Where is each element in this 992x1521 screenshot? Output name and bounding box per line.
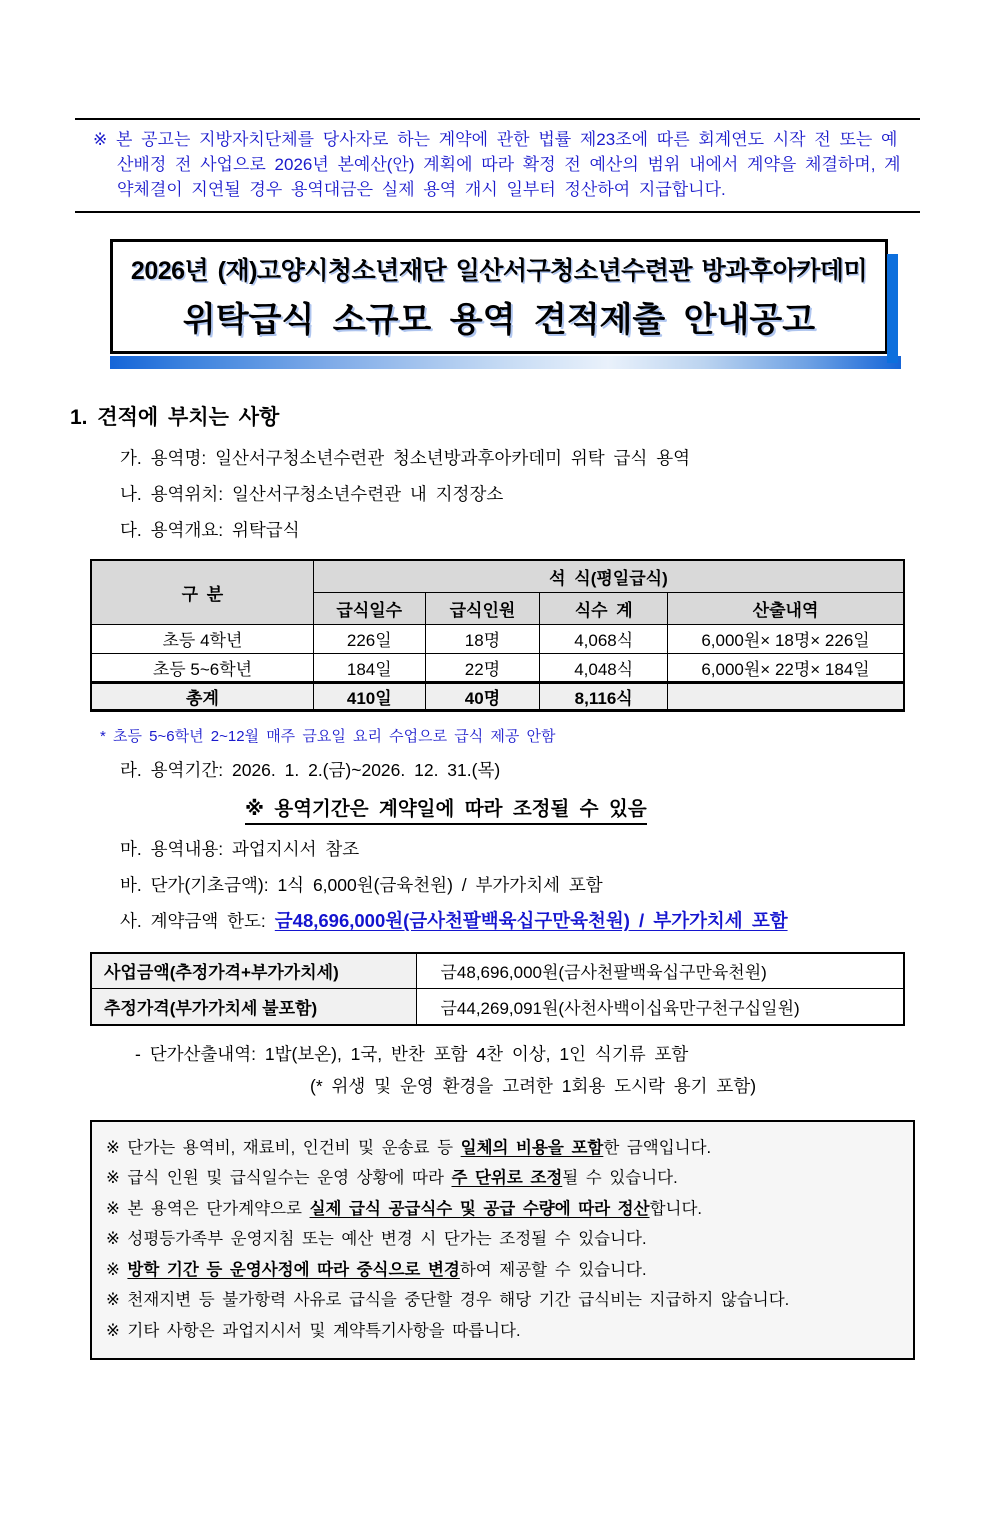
title-box: [110, 239, 888, 354]
note-line: [106, 1163, 899, 1194]
item-contract-limit: [120, 909, 992, 933]
note-text: ※ 천재지변 등 불가항력 사유로 급식을 중단할 경우 해당 기간 급식비는 지급하지 않습니다.: [106, 1291, 790, 1309]
cell-calc: 6,000원× 22명× 184일: [668, 653, 904, 682]
note-line: [106, 1133, 899, 1164]
top-notice-box: [75, 118, 920, 213]
note-line: [106, 1224, 899, 1255]
title-gradient-bar: [110, 356, 901, 369]
unit-price-detail-line2: (* 위생 및 운영 환경을 고려한 1회용 도시락 용기 포함): [310, 1075, 757, 1096]
header-calculation: 산출내역: [668, 592, 904, 624]
title-drop-shadow: [887, 254, 898, 363]
item-service-name: 가. 용역명: 일산서구청소년수련관 청소년방과후아카데미 위탁 급식 용역: [120, 448, 691, 468]
item-service-content: 마. 용역내용: 과업지시서 참조: [120, 838, 360, 859]
document-title-line1: 2026년 (재)고양시청소년재단 일산서구청소년수련관 방과후아카데미: [130, 257, 868, 285]
title-box-wrap: [110, 239, 888, 369]
note-emphasis: 방학 기간 등 운영사정에 따라 중식으로 변경: [127, 1260, 460, 1279]
header-dinner: 석 식(평일급식): [313, 560, 904, 592]
cell-meals: 4,048식: [540, 653, 668, 682]
top-notice-text: ※ 본 공고는 지방자치단체를 당사자로 하는 계약에 관한 법률 제23조에 따른 회계연도 시작 전 또는 예산배정 전 사업으로 2026년 본예산(안) 계획에 따라 확정 전 예산의 범위 내에서 계약을 체결하며, 계약체결이 지연될 경우 용역대금은 실제 용역 개시 일부터 정산하여 지급합니다.: [93, 130, 901, 199]
cell-total-calc: [668, 682, 904, 710]
item-service-period: 라. 용역기간: 2026. 1. 2.(금)~2026. 12. 31.(목): [120, 759, 501, 780]
cell-group: 초등 5~6학년: [91, 653, 313, 682]
table-row: [91, 653, 904, 682]
cell-days: 226일: [313, 624, 425, 653]
cell-people: 18명: [425, 624, 540, 653]
amount-row: [91, 953, 904, 989]
section-heading: 1. 견적에 부치는 사항: [70, 406, 280, 429]
amount-label: 사업금액(추정가격+부가가치세): [91, 953, 416, 989]
note-text: ※ 성평등가족부 운영지침 또는 예산 변경 시 단가는 조정될 수 있습니다.: [106, 1230, 647, 1248]
period-adjust-note-wrap: [245, 793, 992, 825]
bottom-notes-box: [90, 1120, 915, 1361]
note-line: [106, 1316, 899, 1347]
cell-total-meals: 8,116식: [540, 682, 668, 710]
note-emphasis: 실제 급식 공급식수 및 공급 수량에 따라 정산: [309, 1199, 650, 1218]
amount-table: [90, 952, 905, 1026]
note-line: [106, 1255, 899, 1286]
document-page: [0, 118, 992, 1360]
note-text: ※ 본 용역은 단가계약으로: [106, 1199, 310, 1218]
contract-limit-value: 금48,696,000원(금사천팔백육십구만육천원) / 부가가치세 포함: [274, 909, 788, 931]
note-text: 합니다.: [649, 1199, 702, 1218]
header-days: 급식일수: [313, 592, 425, 624]
header-meal-count: 식수 계: [540, 592, 668, 624]
cell-days: 184일: [313, 653, 425, 682]
unit-price-detail-line1: - 단가산출내역: 1밥(보온), 1국, 반찬 포함 4찬 이상, 1인 식기류 포함: [135, 1043, 689, 1064]
contract-limit-label: 사. 계약금액 한도:: [120, 910, 266, 931]
note-line: [106, 1194, 899, 1225]
table-header-row-1: [91, 560, 904, 592]
note-text: 한 금액입니다.: [603, 1138, 712, 1157]
note-text: ※ 급식 인원 및 급식일수는 운영 상황에 따라: [106, 1169, 452, 1187]
cell-calc: 6,000원× 18명× 226일: [668, 624, 904, 653]
meal-plan-table: [90, 559, 905, 712]
item-unit-price: 바. 단가(기초금액): 1식 6,000원(금육천원) / 부가가치세 포함: [120, 874, 603, 895]
cell-people: 22명: [425, 653, 540, 682]
cell-total-people: 40명: [425, 682, 540, 710]
period-adjust-note: ※ 용역기간은 계약일에 따라 조정될 수 있음: [245, 793, 647, 825]
amount-value: 금44,269,091원(사천사백이십육만구천구십일원): [416, 989, 904, 1025]
cell-total-days: 410일: [313, 682, 425, 710]
amount-label: 추정가격(부가가치세 불포함): [91, 989, 416, 1025]
item-service-overview: 다. 용역개요: 위탁급식: [120, 520, 300, 540]
note-emphasis: 일체의 비용을 포함: [460, 1138, 604, 1157]
document-title-line2: 위탁급식 소규모 용역 견적제출 안내공고: [182, 301, 816, 339]
note-text: ※: [106, 1260, 128, 1279]
amount-row: [91, 989, 904, 1025]
note-text: ※ 단가는 용역비, 재료비, 인건비 및 운송료 등: [106, 1138, 461, 1157]
item-service-location: 나. 용역위치: 일산서구청소년수련관 내 지정장소: [120, 484, 504, 504]
table-total-row: [91, 682, 904, 710]
table-row: [91, 624, 904, 653]
cell-group: 초등 4학년: [91, 624, 313, 653]
cell-total-label: 총계: [91, 682, 313, 710]
header-group: 구 분: [91, 560, 313, 624]
table-footnote: * 초등 5~6학년 2~12월 매주 금요일 요리 수업으로 급식 제공 안함: [100, 727, 556, 745]
note-text: 하여 제공할 수 있습니다.: [459, 1260, 647, 1279]
note-text: 될 수 있습니다.: [562, 1169, 678, 1187]
note-emphasis: 주 단위로 조정: [451, 1169, 563, 1187]
note-line: [106, 1285, 899, 1316]
cell-meals: 4,068식: [540, 624, 668, 653]
amount-value: 금48,696,000원(금사천팔백육십구만육천원): [416, 953, 904, 989]
header-people: 급식인원: [425, 592, 540, 624]
note-text: ※ 기타 사항은 과업지시서 및 계약특기사항을 따릅니다.: [106, 1321, 521, 1340]
